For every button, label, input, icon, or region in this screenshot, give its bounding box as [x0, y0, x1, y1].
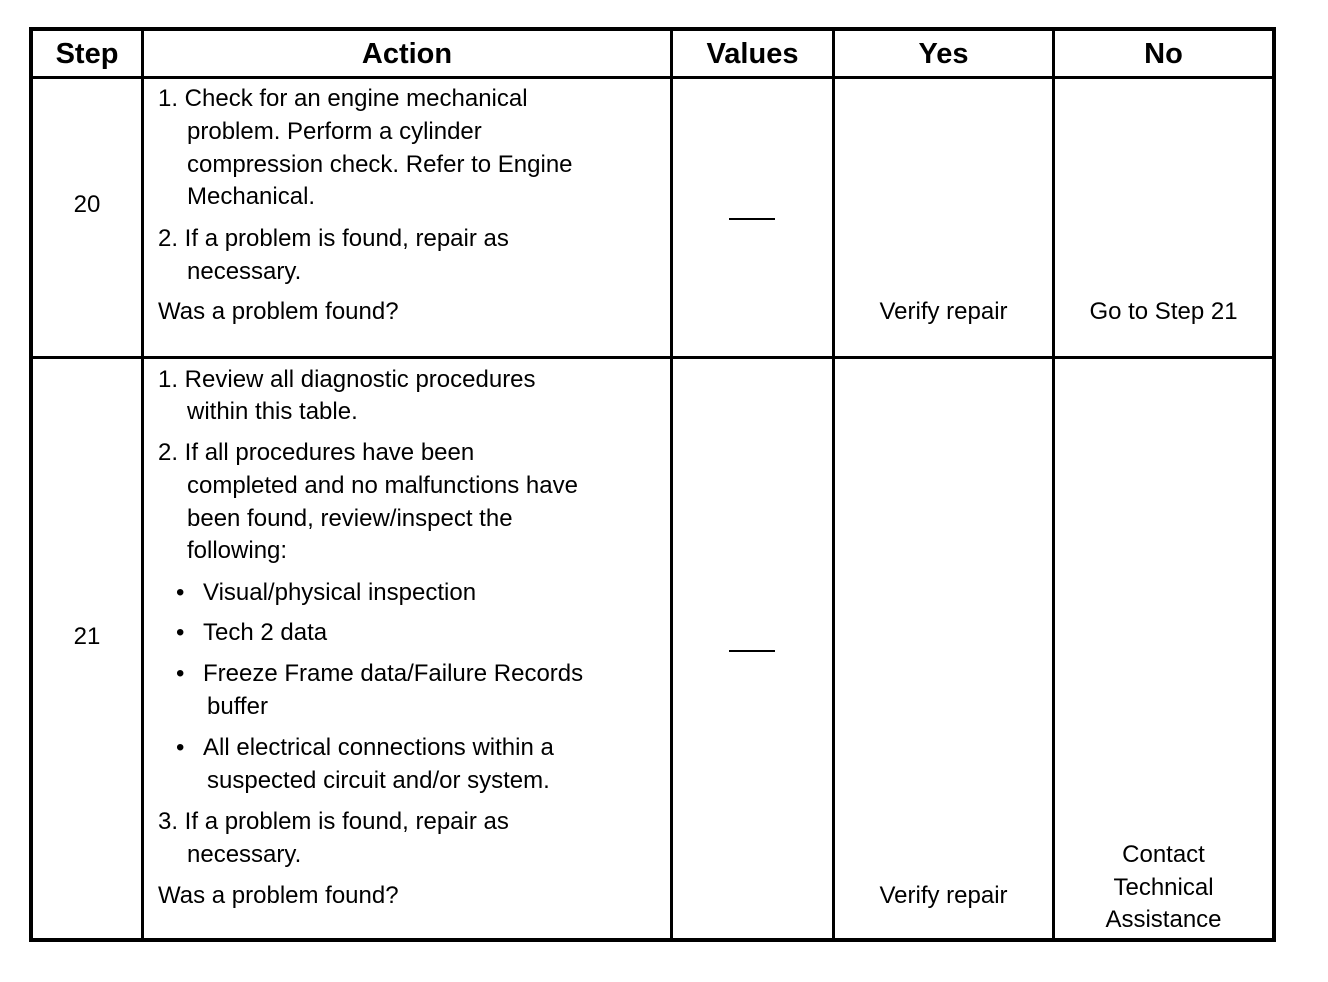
action-line: 2. If all procedures have been — [158, 439, 475, 466]
no-result: Assistance — [1105, 906, 1222, 933]
header-values: Values — [706, 38, 799, 70]
action-line: compression check. Refer to Engine — [187, 151, 573, 178]
values-empty-dash — [729, 650, 775, 652]
bullet-item: All electrical connections within a — [203, 734, 554, 761]
action-line: necessary. — [187, 258, 302, 285]
column-divider — [832, 27, 835, 942]
no-result: Contact — [1122, 841, 1205, 868]
yes-result: Verify repair — [879, 882, 1008, 909]
action-line: 1. Check for an engine mechanical — [158, 85, 528, 112]
header-action: Action — [361, 38, 453, 70]
column-divider — [141, 27, 144, 942]
bullet-icon: • — [176, 619, 185, 646]
action-line: following: — [187, 537, 288, 564]
header-no: No — [1144, 38, 1183, 70]
header-step: Step — [55, 38, 119, 70]
action-line: Mechanical. — [187, 183, 316, 210]
step-number: 20 — [73, 191, 101, 218]
no-result: Technical — [1113, 874, 1214, 901]
bullet-icon: • — [176, 660, 185, 687]
header-yes: Yes — [918, 38, 969, 70]
no-result: Go to Step 21 — [1089, 298, 1238, 325]
action-line: been found, review/inspect the — [187, 505, 513, 532]
values-empty-dash — [729, 218, 775, 220]
action-question: Was a problem found? — [158, 882, 399, 909]
bullet-item: buffer — [207, 693, 268, 720]
bullet-item: Visual/physical inspection — [203, 579, 477, 606]
column-divider — [670, 27, 673, 942]
action-line: 1. Review all diagnostic procedures — [158, 366, 536, 393]
action-line: within this table. — [187, 398, 358, 425]
bullet-item: Freeze Frame data/Failure Records — [203, 660, 584, 687]
yes-result: Verify repair — [879, 298, 1008, 325]
bullet-icon: • — [176, 734, 185, 761]
action-question: Was a problem found? — [158, 298, 399, 325]
bullet-item: suspected circuit and/or system. — [207, 767, 550, 794]
action-line: 3. If a problem is found, repair as — [158, 808, 509, 835]
action-line: completed and no malfunctions have — [187, 472, 578, 499]
step-number: 21 — [73, 623, 101, 650]
column-divider — [1052, 27, 1055, 942]
bullet-icon: • — [176, 579, 185, 606]
bullet-item: Tech 2 data — [203, 619, 328, 646]
action-line: necessary. — [187, 841, 302, 868]
action-line: problem. Perform a cylinder — [187, 118, 482, 145]
row-divider — [29, 76, 1276, 79]
action-line: 2. If a problem is found, repair as — [158, 225, 509, 252]
row-divider — [29, 356, 1276, 359]
